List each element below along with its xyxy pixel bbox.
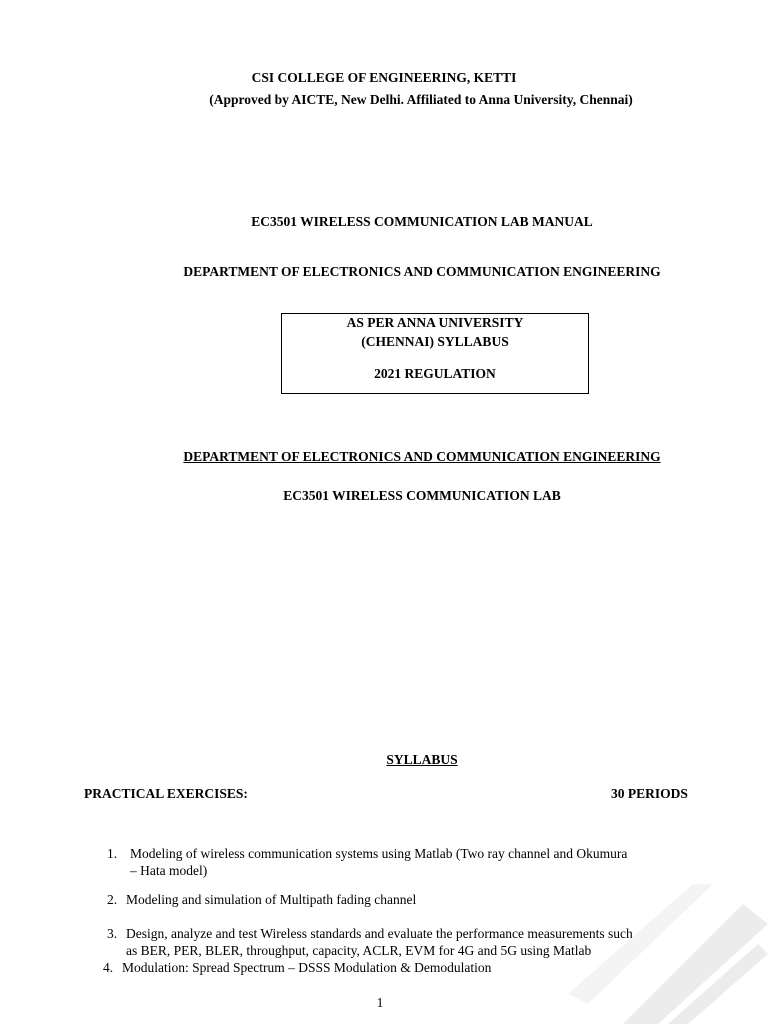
exercise-4-number: 4. [103,960,114,975]
exercise-1-text: Modeling of wireless communication systems using Matlab (Two ray channel and Okumura [130,846,628,861]
department-heading-underlined: DEPARTMENT OF ELECTRONICS AND COMMUNICATION ENGINEERING [183,449,661,464]
syllabus-box [281,313,589,394]
syllabus-box-line3: 2021 REGULATION [374,366,496,381]
syllabus-box-line1: AS PER ANNA UNIVERSITY [346,315,524,330]
practical-exercises-label: PRACTICAL EXERCISES: [84,786,248,801]
manual-title: EC3501 WIRELESS COMMUNICATION LAB MANUAL [251,214,593,229]
exercise-1-number: 1. [107,846,118,861]
watermark-graphic [528,884,768,1024]
exercise-3-number: 3. [107,926,118,941]
exercise-1-text-cont: – Hata model) [130,863,208,878]
department-heading: DEPARTMENT OF ELECTRONICS AND COMMUNICATION ENGINEERING [183,264,661,279]
exercise-4-text: Modulation: Spread Spectrum – DSSS Modulation & Demodulation [122,960,492,975]
approval-line: (Approved by AICTE, New Delhi. Affiliated to Anna University, Chennai) [209,92,633,107]
syllabus-box-line2: (CHENNAI) SYLLABUS [361,334,509,349]
page-number: 1 [376,995,384,1010]
periods-label: 30 PERIODS [611,786,688,801]
exercise-2-text: Modeling and simulation of Multipath fading channel [126,892,417,907]
watermark-icon [528,884,768,1024]
exercise-2-number: 2. [107,892,118,907]
exercise-3-text-cont: as BER, PER, BLER, throughput, capacity, ACLR, EVM for 4G and 5G using Matlab [126,943,592,958]
lab-title: EC3501 WIRELESS COMMUNICATION LAB [283,488,561,503]
exercise-3-text: Design, analyze and test Wireless standards and evaluate the performance measurements such [126,926,633,941]
college-name: CSI COLLEGE OF ENGINEERING, KETTI [251,70,517,85]
syllabus-heading: SYLLABUS [386,752,458,767]
